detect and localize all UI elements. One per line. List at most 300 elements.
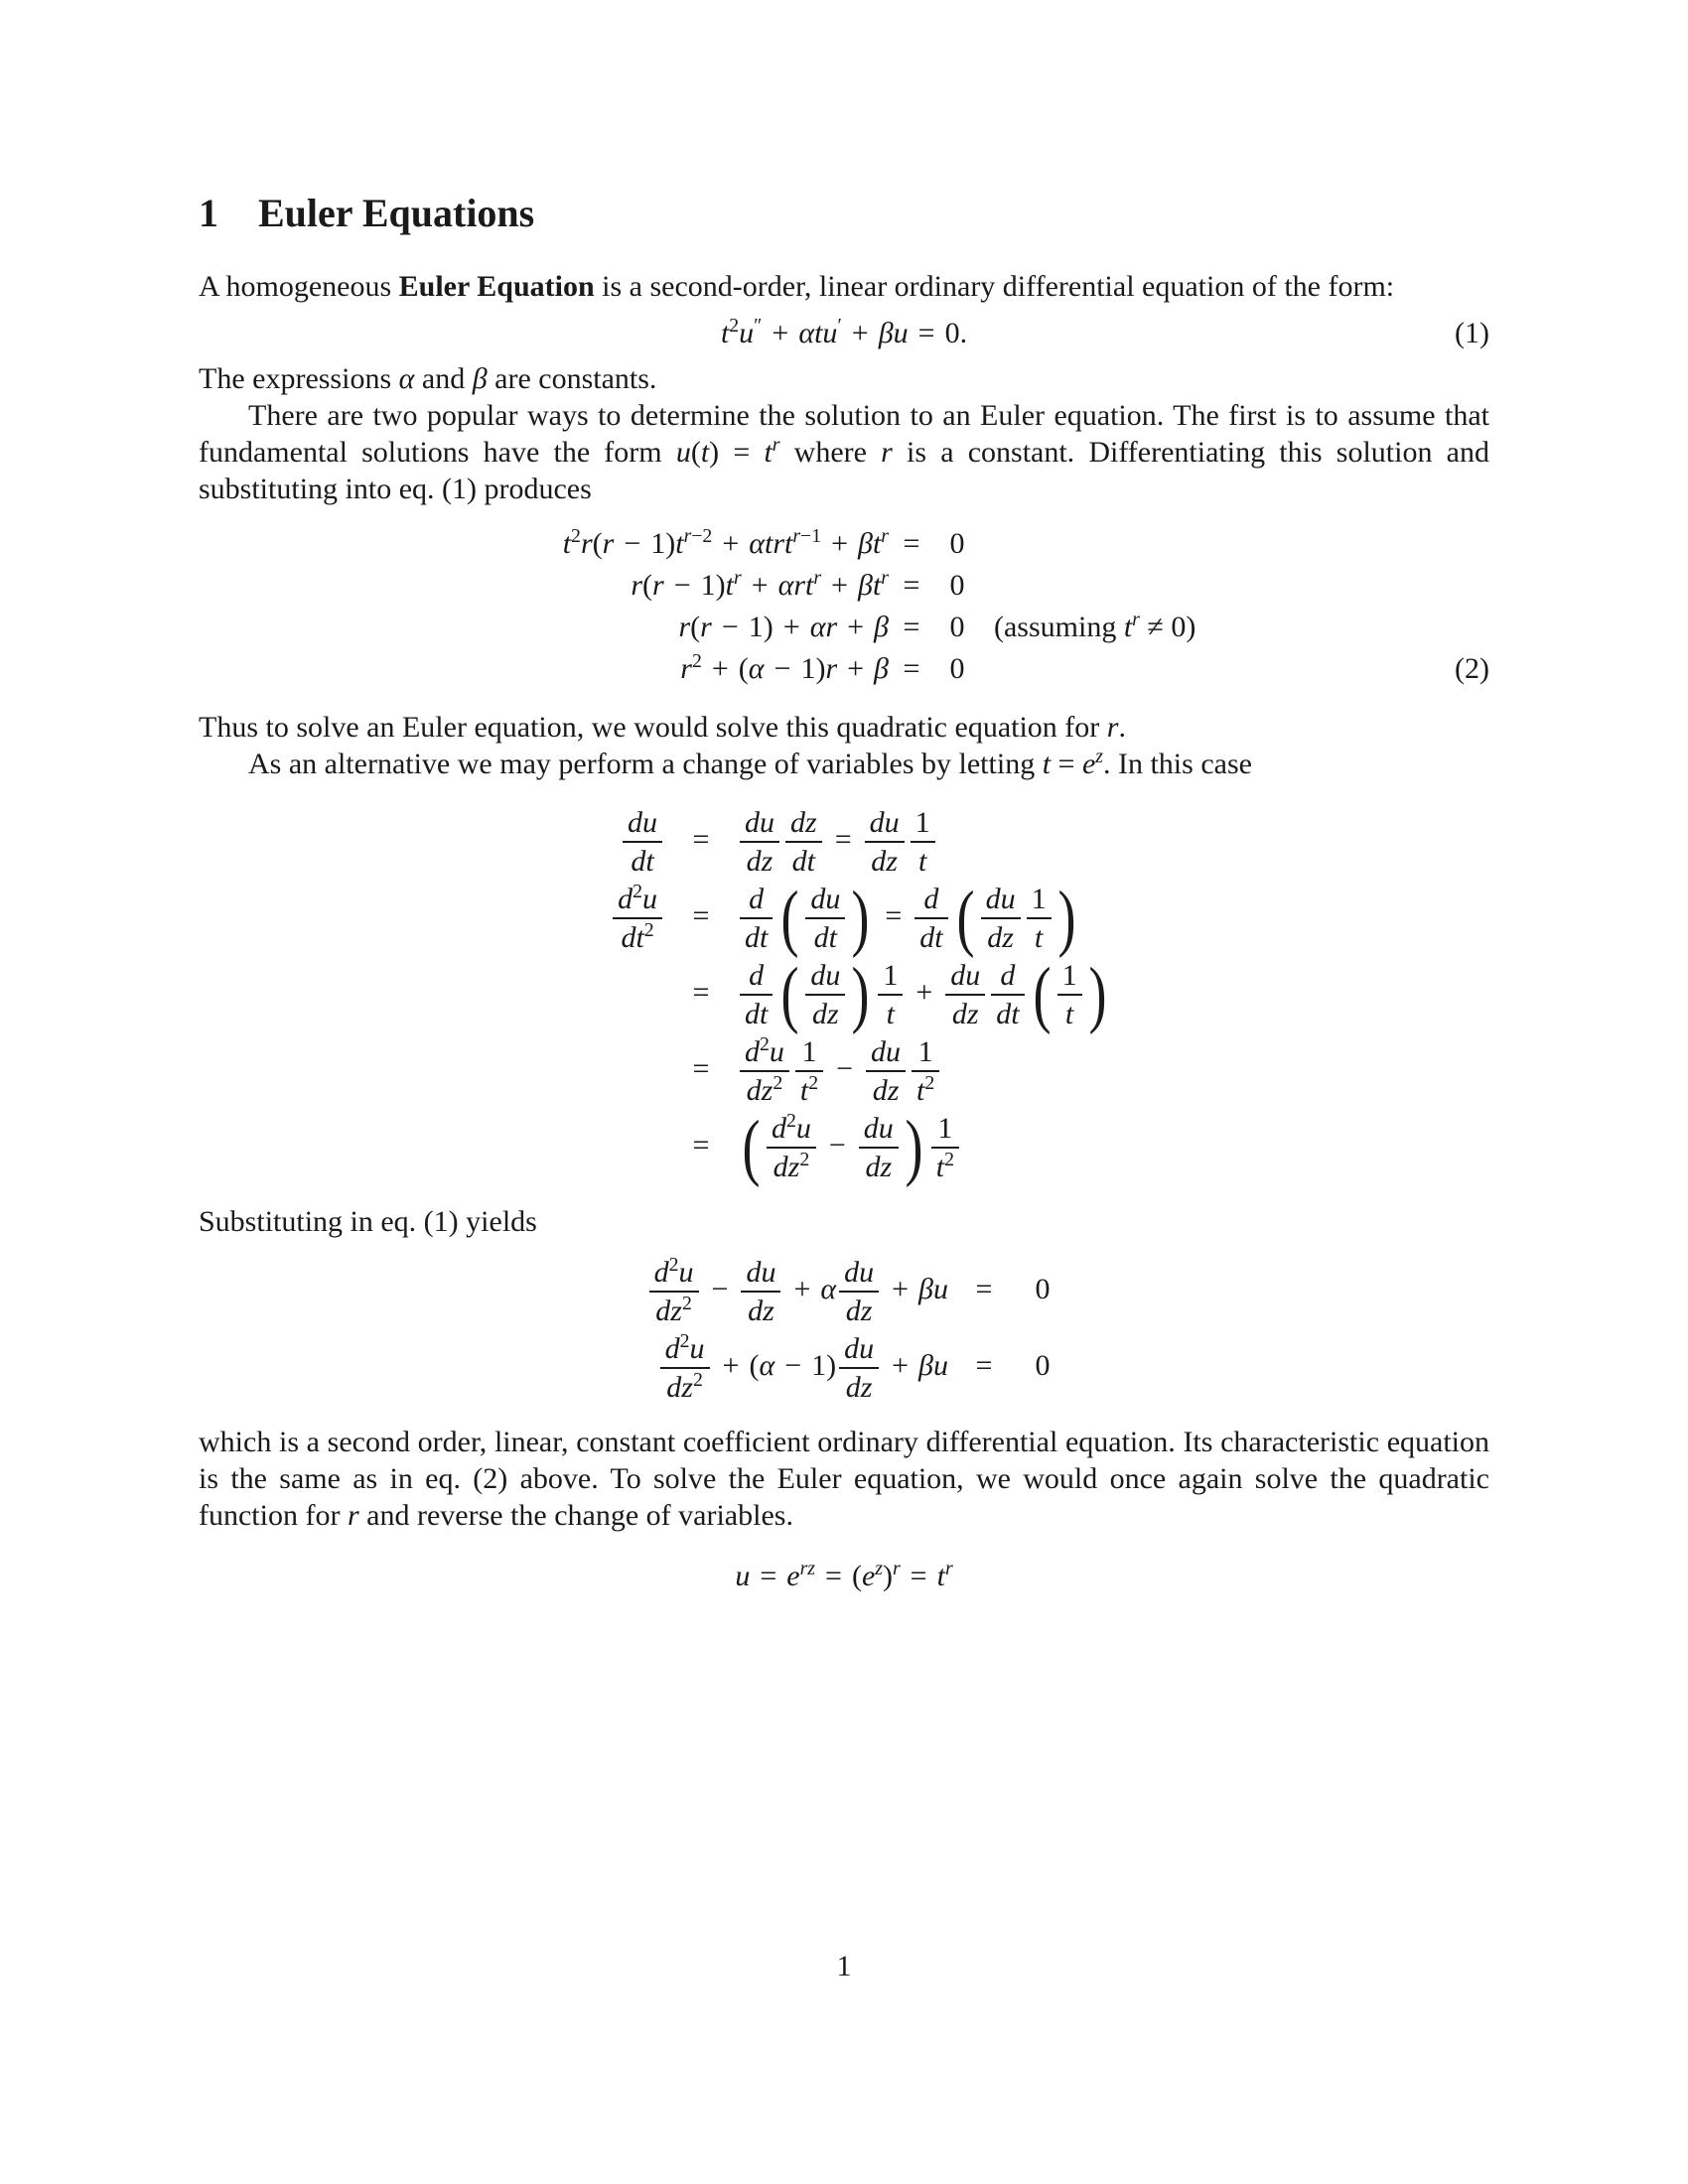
math-frac	[795, 1035, 823, 1107]
math-mi: r	[1132, 609, 1140, 630]
math-mi: t	[700, 436, 710, 469]
math-den	[805, 917, 845, 954]
math-mr: A homogeneous	[199, 270, 399, 303]
math-mr: (	[642, 569, 653, 602]
math-num	[912, 1035, 939, 1070]
math-mr: (assuming	[994, 611, 1124, 643]
math-mi: βu	[878, 317, 909, 349]
math-bpar: (	[742, 1106, 761, 1189]
math-num	[839, 1332, 879, 1367]
math-mi: dz	[746, 1074, 774, 1107]
equation-row	[199, 650, 1489, 687]
math-ms	[881, 567, 889, 589]
math-op: =	[885, 898, 903, 932]
math-pgroup	[777, 953, 873, 1036]
math-frac	[839, 1332, 879, 1404]
math-mi: t	[936, 1560, 945, 1592]
math-num	[660, 1332, 710, 1367]
math-num	[767, 1112, 816, 1147]
math-den	[865, 841, 905, 878]
math-den	[660, 1367, 710, 1404]
equation-row	[199, 567, 1489, 604]
math-den	[859, 1147, 899, 1183]
math-mi: r	[772, 434, 780, 456]
math-mi: r	[602, 527, 615, 560]
math-mi: β	[472, 362, 488, 395]
math-lhs	[199, 567, 889, 604]
math-mi: d	[923, 883, 939, 915]
math-bpar: )	[851, 953, 870, 1036]
math-mr: 2	[571, 525, 581, 547]
math-op: +	[851, 317, 869, 349]
math-mr: (	[592, 527, 603, 560]
math-bpar: (	[1033, 953, 1052, 1036]
math-mi: u	[769, 1035, 784, 1068]
math-bpar: (	[956, 877, 975, 960]
equation-row	[199, 877, 1489, 960]
math-mr: 0	[949, 527, 965, 560]
math-mr: 1)	[748, 611, 774, 643]
math-frac	[1057, 959, 1082, 1030]
math-mi: e	[786, 1560, 800, 1592]
math-mr: 2	[944, 1149, 955, 1170]
equation-row	[199, 1332, 1489, 1404]
math-mr: 1)	[650, 527, 676, 560]
math-mi: r	[680, 652, 692, 685]
math-op: +	[831, 569, 849, 602]
math-mr: There are two popular ways to determine the solution to an Euler equation. The first is to assume that fundamental solutions have the form	[199, 399, 1489, 469]
equation-row	[199, 953, 1489, 1036]
math-bpar: )	[851, 877, 870, 960]
math-annotation	[994, 609, 1196, 645]
equals-sign: =	[903, 527, 920, 560]
math-op: =	[917, 317, 935, 349]
math-mr: 2	[668, 1254, 679, 1276]
math-mi: α	[759, 1348, 775, 1382]
math-mi: dz	[871, 845, 898, 878]
math-mr: )	[882, 1560, 893, 1592]
math-mi: dt	[919, 921, 943, 954]
math-mi: dz	[666, 1371, 693, 1404]
math-mi: t	[935, 1151, 945, 1183]
math-mi: d	[749, 883, 765, 915]
math-mi: r	[652, 569, 664, 602]
math-den	[991, 994, 1024, 1030]
math-mi: αtu	[798, 317, 838, 349]
math-mi: α	[398, 362, 415, 395]
math-ms	[813, 567, 821, 589]
display-equation-1	[199, 317, 1489, 350]
math-mr: 1	[937, 1112, 953, 1145]
math-op: +	[892, 1272, 910, 1305]
display-equation-final	[199, 1560, 1489, 1593]
math-mi: r	[678, 611, 691, 643]
aligned-equations-substituted	[199, 1256, 1489, 1404]
math-op: −	[774, 652, 791, 685]
math-bpar: )	[1088, 953, 1107, 1036]
paragraph-alternative	[199, 746, 1489, 782]
math-op: −	[784, 1348, 802, 1382]
math-ms	[924, 1072, 934, 1094]
math-mi: βu	[918, 1272, 948, 1305]
math-mr: (	[738, 652, 749, 685]
math-mr: which is a second order, linear, constant coefficient ordinary differential equation. Its characteristic equation is the same as in eq. (2) above. To solve the Euler equation, we would once again solve the quadratic function for	[199, 1426, 1489, 1532]
equals-sign: =	[975, 1348, 993, 1382]
section-title: Euler Equations	[258, 191, 535, 235]
math-pinner	[802, 883, 848, 954]
math-mr: −1	[800, 525, 822, 547]
math-mr: ) =	[709, 436, 765, 469]
math-den	[914, 917, 947, 954]
math-op: +	[711, 652, 729, 685]
math-mr: ′	[837, 315, 842, 337]
math-op: −	[721, 611, 739, 643]
math-op: =	[825, 1560, 842, 1592]
equals-sign: =	[903, 652, 920, 685]
math-num	[911, 806, 935, 841]
math-op: =	[760, 1560, 777, 1592]
math-mr: 2	[799, 1149, 810, 1170]
math-mr: 0.	[944, 317, 968, 349]
math-mi: r	[881, 436, 893, 469]
math-op: +	[847, 652, 865, 685]
math-op: +	[793, 1272, 811, 1305]
math-op: +	[892, 1348, 910, 1382]
math-rhs	[934, 609, 980, 645]
math-lhs	[199, 1332, 948, 1404]
section-number: 1	[199, 191, 218, 235]
math-op: =	[910, 1560, 927, 1592]
math-mr: (	[690, 436, 701, 469]
math-mr: is a second-order, linear ordinary differential equation of the form:	[594, 270, 1395, 303]
math-mr: 0	[1035, 1272, 1051, 1305]
math-frac	[945, 959, 985, 1030]
math-den	[649, 1291, 699, 1327]
math-op: +	[722, 527, 740, 560]
math-mr: 2	[924, 1072, 935, 1094]
math-mi: dz	[655, 1295, 682, 1327]
math-mr: 1	[801, 1035, 817, 1068]
math-num	[795, 1035, 823, 1070]
math-frac	[859, 1112, 899, 1183]
math-pinner	[764, 1112, 902, 1183]
math-mi: dz	[987, 921, 1014, 954]
equation-row	[199, 1035, 1489, 1107]
math-num	[1027, 883, 1052, 917]
math-mr: Thus to solve an Euler equation, we would solve this quadratic equation for	[199, 711, 1107, 744]
math-mr: 2	[643, 919, 654, 941]
paragraph-conclusion	[199, 1424, 1489, 1534]
math-op: +	[772, 317, 789, 349]
math-frac	[613, 883, 662, 954]
math-frac	[865, 806, 905, 878]
math-mi: r	[881, 567, 889, 589]
math-ms	[773, 1072, 782, 1094]
math-op: −	[836, 1051, 854, 1085]
math-mi: dt	[621, 921, 644, 954]
equals-sign: =	[692, 898, 710, 932]
math-den	[981, 917, 1021, 954]
math-num	[805, 883, 845, 917]
equals-sign: =	[975, 1272, 993, 1305]
math-mi: dz	[845, 1371, 873, 1404]
math-mr: are constants.	[487, 362, 657, 395]
math-den	[740, 1070, 789, 1107]
math-mi: du	[810, 959, 841, 992]
math-ms	[945, 1558, 953, 1579]
math-mi: dz	[865, 1151, 893, 1183]
math-mi: dt	[745, 998, 769, 1030]
math-mi: d	[745, 1035, 760, 1068]
math-mi: βt	[858, 527, 882, 560]
math-mr: 1	[917, 1035, 933, 1068]
math-mr: 0	[1035, 1348, 1051, 1382]
math-pinner	[802, 959, 848, 1030]
math-lhs	[199, 650, 889, 687]
math-mi: r	[881, 525, 889, 547]
math-num	[991, 959, 1024, 994]
math-mr: 0	[949, 611, 965, 643]
math-mr: 2	[633, 881, 642, 902]
math-op: +	[847, 611, 865, 643]
math-mr: 2	[679, 1330, 690, 1352]
math-mi: r	[825, 652, 838, 685]
math-mr: 1	[1061, 959, 1077, 992]
document-content	[199, 193, 1489, 1593]
math-ms	[875, 1558, 883, 1579]
math-pgroup	[739, 1106, 926, 1189]
math-mr: is a constant. Differentiating this solution and substituting into eq. (1) produces	[199, 436, 1489, 505]
math-den	[623, 841, 662, 878]
math-pgroup	[777, 877, 873, 960]
math-mr: As an alternative we may perform a change of variables by letting	[248, 748, 1043, 780]
math-frac	[740, 959, 773, 1030]
math-rhs	[737, 953, 1112, 1036]
math-num	[785, 806, 822, 841]
math-bpar: (	[780, 953, 799, 1036]
math-den	[613, 917, 662, 954]
math-rhs	[1020, 1347, 1065, 1384]
math-mi: dz	[951, 998, 979, 1030]
math-frac	[931, 1112, 959, 1183]
equation-number: (1)	[1455, 317, 1489, 349]
math-ms	[754, 315, 762, 337]
math-num	[1057, 959, 1082, 994]
math-mi: u	[675, 436, 691, 469]
math-ms	[837, 315, 841, 337]
aligned-equations-change-of-variables	[199, 806, 1489, 1189]
math-mi: r	[1106, 711, 1119, 744]
math-op: −	[711, 1272, 729, 1305]
math-mi: r	[580, 527, 593, 560]
math-mi: u	[642, 883, 657, 915]
math-ms	[1095, 746, 1103, 767]
math-mi: r	[700, 611, 712, 643]
math-pgroup	[1030, 953, 1110, 1036]
math-den	[795, 1070, 823, 1107]
math-num	[740, 883, 773, 917]
math-frac	[914, 883, 947, 954]
math-mi: t	[675, 527, 684, 560]
math-ms	[881, 525, 889, 547]
equation-row	[199, 609, 1489, 645]
section-heading	[199, 193, 1489, 234]
math-mr: 1	[1031, 883, 1047, 915]
math-mi: r	[347, 1499, 359, 1532]
math-ms	[734, 567, 742, 589]
math-mi: d	[618, 883, 633, 915]
math-ms	[693, 1369, 703, 1391]
math-ms	[571, 525, 581, 547]
math-mi: t	[725, 569, 734, 602]
math-ms	[669, 1254, 679, 1276]
math-den	[740, 841, 779, 878]
math-num	[914, 883, 947, 917]
math-mi: r	[792, 525, 801, 547]
math-num	[865, 806, 905, 841]
math-mi: βt	[858, 569, 882, 602]
math-rhs	[737, 1106, 962, 1189]
math-frac	[785, 806, 822, 878]
math-ms	[692, 650, 702, 672]
math-num	[839, 1256, 879, 1291]
math-ms	[800, 1558, 815, 1579]
math-mr: ≠ 0)	[1139, 611, 1196, 643]
math-mr: 2	[808, 1072, 819, 1094]
math-mr: 2	[691, 650, 702, 672]
math-mi: t	[764, 436, 773, 469]
math-mi: dt	[631, 845, 654, 878]
math-mr: (	[851, 1560, 862, 1592]
math-den	[740, 917, 773, 954]
math-num	[878, 959, 903, 994]
math-mr: 1)	[811, 1348, 837, 1382]
equation-row	[199, 525, 1489, 562]
math-mr: ″	[754, 315, 763, 337]
math-frac	[912, 1035, 939, 1107]
math-mr: where	[779, 436, 882, 469]
math-mi: r	[892, 1558, 901, 1579]
math-ms	[684, 525, 713, 547]
math-lhs	[199, 1256, 948, 1327]
math-den	[1027, 917, 1052, 954]
math-mr: −2	[691, 525, 713, 547]
math-op: +	[782, 611, 800, 643]
math-mi: u	[735, 1560, 751, 1592]
math-op: =	[834, 822, 852, 856]
math-mi: u	[689, 1332, 705, 1365]
math-lhs	[199, 806, 665, 878]
math-mi: t	[1123, 611, 1133, 643]
math-frac	[740, 1035, 789, 1107]
equals-sign: =	[903, 611, 920, 643]
math-mr: Substituting in eq. (1) yields	[199, 1205, 537, 1238]
math-mr: 1)	[700, 569, 726, 602]
math-op: +	[831, 527, 849, 560]
math-ms	[786, 1110, 796, 1132]
math-den	[767, 1147, 816, 1183]
math-rhs	[737, 806, 938, 878]
math-mi: dz	[773, 1151, 800, 1183]
math-mi: u	[739, 317, 755, 349]
math-mr: 2	[773, 1072, 783, 1094]
math-mi: dz	[845, 1295, 873, 1327]
math-mi: d	[749, 959, 765, 992]
math-mr: 2	[729, 315, 740, 337]
math-frac	[866, 1035, 906, 1107]
page-number: 1	[836, 1950, 852, 1982]
math-frac	[991, 959, 1024, 1030]
math-mr: and	[414, 362, 473, 395]
math-mi: α	[748, 652, 765, 685]
math-mi: u	[795, 1112, 811, 1145]
math-mi: du	[746, 1256, 776, 1289]
math-den	[866, 1070, 906, 1107]
math-op: −	[624, 527, 641, 560]
math-rhs	[934, 650, 980, 687]
math-mr: The expressions	[199, 362, 399, 395]
math-mi: du	[985, 883, 1016, 915]
math-op: −	[673, 569, 691, 602]
math-mi: r	[734, 567, 742, 589]
paragraph-substituting	[199, 1203, 1489, 1240]
math-mi: αtrt	[749, 527, 793, 560]
equals-sign: =	[692, 1128, 710, 1161]
math-num	[859, 1112, 899, 1147]
math-mi: r	[944, 1558, 953, 1579]
math-mi: du	[844, 1332, 875, 1365]
math-ms	[792, 525, 821, 547]
paragraph-thus	[199, 709, 1489, 746]
paragraph-constants	[199, 360, 1489, 397]
math-mr: 2	[785, 1110, 796, 1132]
equals-sign: =	[692, 975, 710, 1009]
math-mi: t	[799, 1074, 809, 1107]
math-lhs	[199, 883, 665, 954]
math-pgroup	[953, 877, 1079, 960]
math-num	[740, 1035, 789, 1070]
math-mi: dt	[996, 998, 1020, 1030]
math-den	[740, 994, 773, 1030]
math-mi: du	[810, 883, 841, 915]
math-frac	[981, 883, 1021, 954]
math-mi: β	[874, 652, 889, 685]
math-mi: β	[874, 611, 889, 643]
math-mr: 2	[760, 1033, 770, 1055]
math-ms	[729, 315, 739, 337]
aligned-equations-characteristic	[199, 525, 1489, 687]
math-bpar: )	[1057, 877, 1076, 960]
math-mi: r	[631, 569, 643, 602]
math-ms	[680, 1330, 690, 1352]
math-mr: 1	[883, 959, 899, 992]
math-num	[623, 806, 662, 841]
math-mi: r	[813, 567, 822, 589]
math-ms	[633, 881, 642, 902]
math-mi: e	[1081, 748, 1096, 780]
math-num	[805, 959, 845, 994]
math-mi: du	[844, 1256, 875, 1289]
math-mi: αrt	[777, 569, 814, 602]
math-mi: dt	[745, 921, 769, 954]
math-frac	[741, 1256, 780, 1327]
math-mr: . In this case	[1102, 748, 1252, 780]
math-mi: r	[683, 525, 692, 547]
math-mr: 0	[949, 569, 965, 602]
math-mr: .	[1118, 711, 1126, 744]
math-den	[839, 1291, 879, 1327]
math-den	[1057, 994, 1082, 1030]
